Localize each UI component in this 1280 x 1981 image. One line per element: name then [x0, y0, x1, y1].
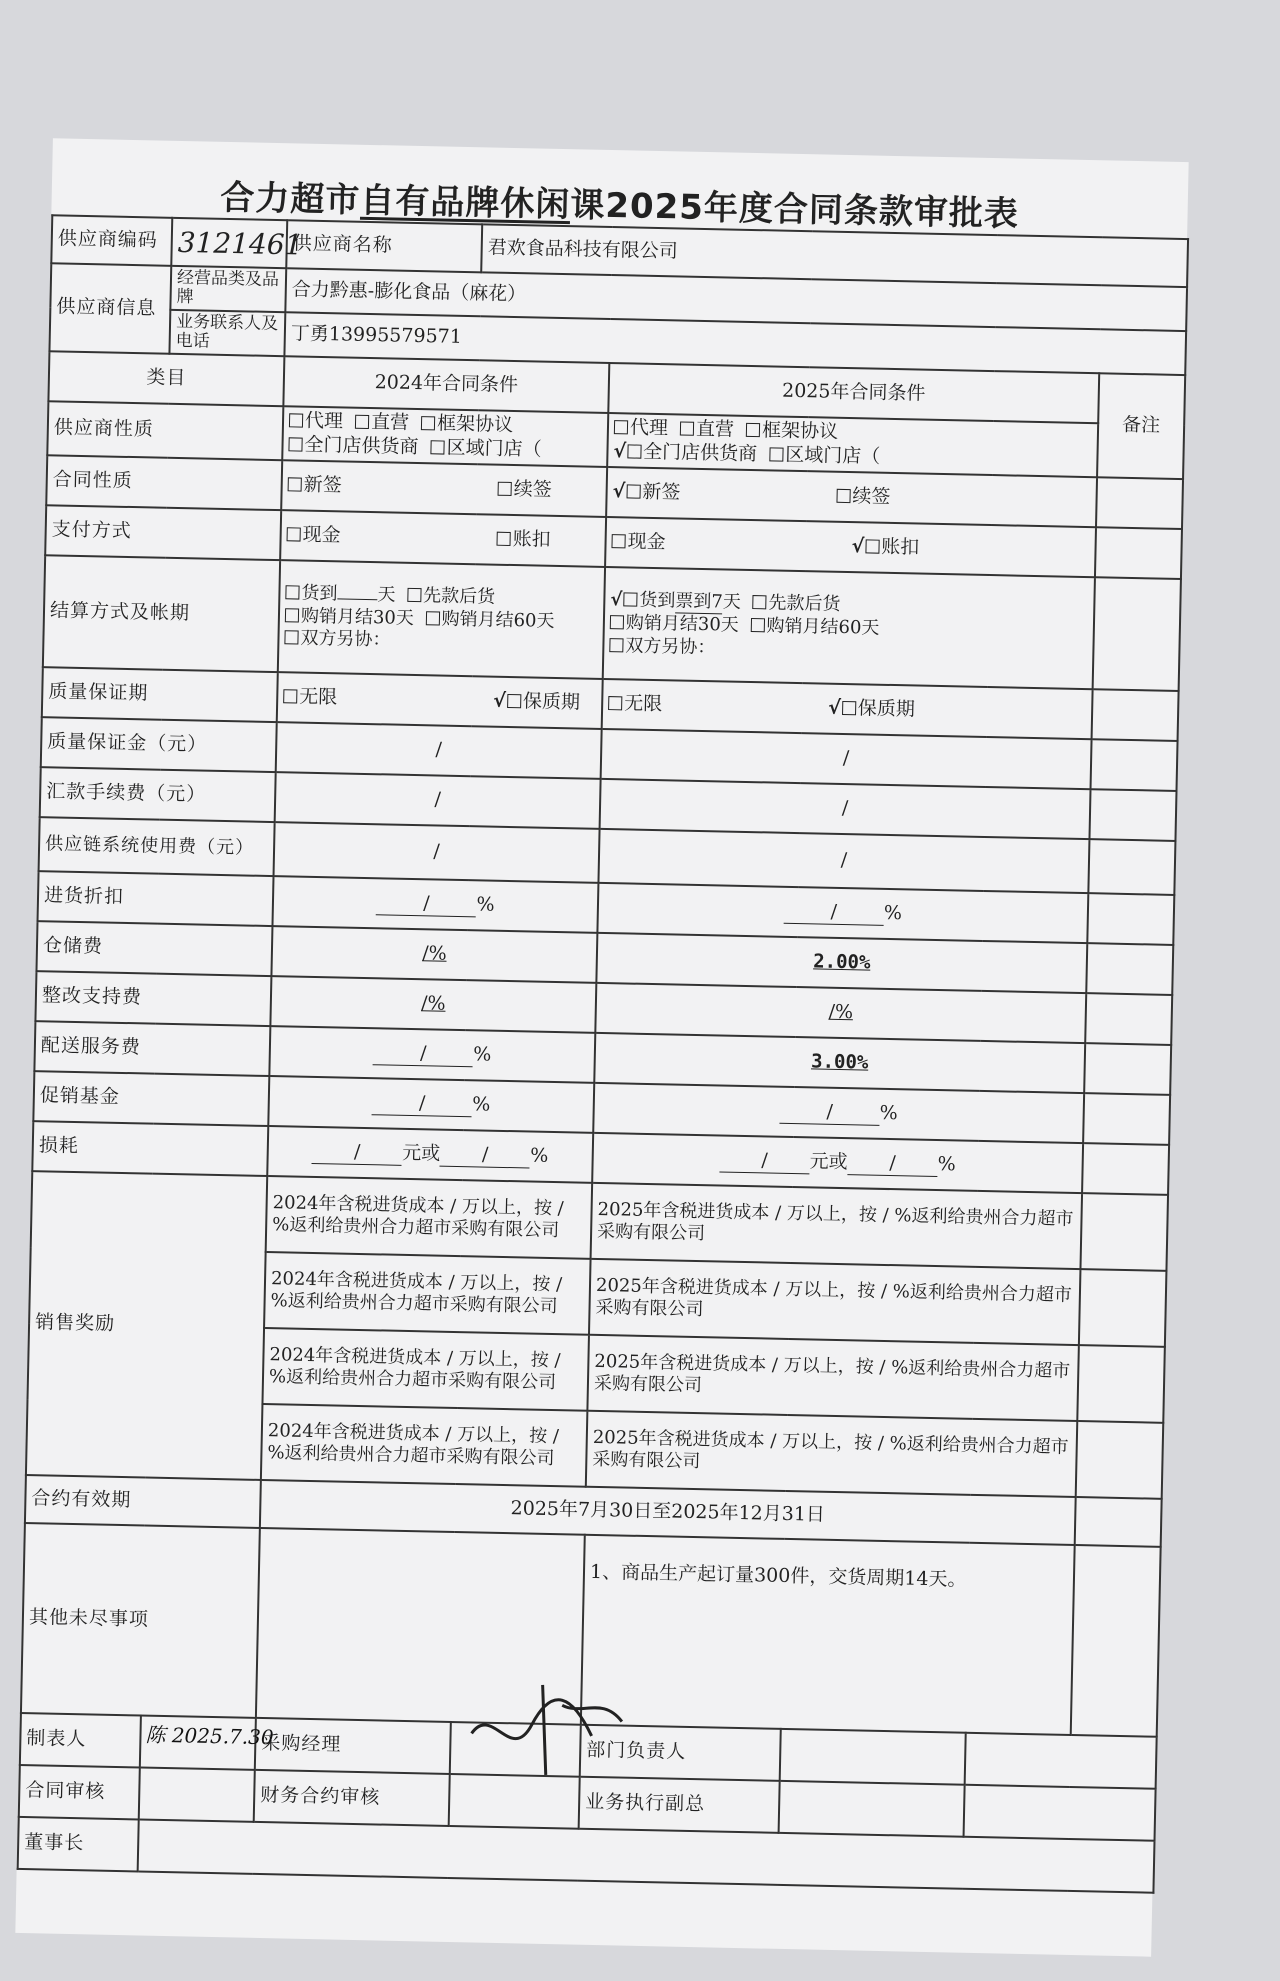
empty-cell [965, 1733, 1157, 1789]
reward-2024-tier2: 2024年含税进货成本 / 万以上，按 / %返利给贵州合力超市采购有限公司 [264, 1252, 591, 1335]
storage-label: 仓储费 [36, 921, 272, 976]
delivery-2025: 3.00% [594, 1033, 1085, 1093]
checkbox-icon[interactable] [614, 420, 628, 434]
checkbox-icon[interactable] [289, 414, 303, 428]
remarks-cell [1082, 1143, 1169, 1195]
payment-2025: 现金 √ 账扣 [605, 517, 1096, 577]
loss-2024: / 元或 / % [267, 1126, 593, 1183]
remarks-cell [1088, 839, 1175, 895]
dept-head-label: 部门负责人 [580, 1725, 781, 1781]
discount-2024: / % [272, 876, 598, 933]
delivery-2024: / % [269, 1026, 595, 1083]
quality-2024: 无限 √ 保质期 [277, 672, 603, 729]
deposit-2024: / [276, 722, 602, 779]
remit-2024: / [275, 772, 601, 829]
contract-2024: 新签 续签 [281, 460, 607, 517]
storage-2025: 2.00% [596, 933, 1087, 993]
scm-2024: / [274, 822, 600, 883]
buyer-mgr-scribble [451, 1673, 633, 1787]
remarks-cell [1096, 477, 1183, 529]
rectify-label: 整改支持费 [35, 971, 271, 1026]
nature-2024: 代理 直营 框架协议 全门店供货商 区域门店（ [282, 406, 608, 467]
remarks-cell [1084, 1043, 1171, 1095]
contract-review-label: 合同审核 [19, 1765, 140, 1820]
reward-2025-tier2: 2025年含税进货成本 / 万以上，按 / %返利给贵州合力超市采购有限公司 [589, 1259, 1080, 1345]
header-2024: 2024年合同条件 [283, 356, 609, 413]
settle-2025: √ 货到票到7天 先款后货 购销月结30天 购销月结60天 双方另协： [603, 567, 1095, 689]
checkbox-icon[interactable] [611, 534, 625, 548]
supplier-code-label: 供应商编码 [51, 215, 172, 266]
validity-label: 合约有效期 [25, 1475, 261, 1528]
loss-label: 损耗 [32, 1121, 268, 1176]
tick-icon: √ [612, 480, 626, 503]
header-2025: 2025年合同条件 [608, 363, 1099, 423]
validity-value: 2025年7月30日至2025年12月31日 [260, 1480, 1076, 1545]
discount-label: 进货折扣 [38, 871, 274, 926]
remarks-cell [1091, 739, 1178, 791]
dept-head-signature [780, 1729, 966, 1785]
remarks-header: 备注 [1097, 373, 1185, 479]
checkbox-icon[interactable] [287, 527, 301, 541]
checkbox-icon[interactable] [288, 477, 302, 491]
checkbox-icon[interactable] [507, 694, 521, 708]
remarks-cell [1080, 1193, 1168, 1271]
remarks-cell [1075, 1497, 1162, 1547]
buyer-mgr-label: 采购经理 [255, 1718, 451, 1774]
contact-value: 丁勇13995579571 [284, 312, 1186, 375]
checkbox-icon[interactable] [610, 615, 624, 629]
maker-label: 制表人 [20, 1713, 141, 1768]
checkbox-icon[interactable] [608, 696, 622, 710]
checkbox-icon[interactable] [285, 608, 299, 622]
maker-signature: 陈 2025.7.30 [145, 1722, 274, 1750]
supplier-code-value: 3121461 [177, 225, 303, 262]
tick-icon: √ [610, 588, 623, 611]
checkbox-icon[interactable] [284, 631, 298, 645]
quality-label: 质量保证期 [42, 667, 278, 722]
checkbox-icon[interactable] [769, 447, 783, 461]
finance-review-label: 财务合约审核 [254, 1770, 450, 1826]
buyer-mgr-signature [450, 1722, 581, 1777]
remarks-cell [1079, 1269, 1167, 1347]
remarks-cell [1089, 789, 1176, 841]
remarks-cell [1077, 1345, 1165, 1423]
checkbox-icon[interactable] [430, 440, 444, 454]
tick-icon: √ [493, 689, 507, 713]
checkbox-icon[interactable] [425, 611, 439, 625]
reward-label: 销售奖励 [26, 1171, 267, 1480]
rectify-2025: /% [595, 983, 1086, 1043]
checkbox-icon[interactable] [498, 482, 512, 496]
category-header: 类目 [48, 351, 284, 406]
title-category: 自有品牌休闲 [359, 180, 571, 226]
tick-icon: √ [827, 696, 842, 720]
checkbox-icon[interactable] [283, 689, 297, 703]
settle-label: 结算方式及帐期 [43, 555, 280, 672]
checkbox-icon[interactable] [752, 595, 766, 609]
deposit-2025: / [601, 729, 1092, 789]
checkbox-icon[interactable] [421, 416, 435, 430]
checkbox-icon[interactable] [627, 444, 641, 458]
remarks-cell [1093, 577, 1181, 691]
tick-icon: √ [613, 440, 627, 463]
remit-2025: / [600, 779, 1091, 839]
maker-signature-cell [140, 1715, 274, 1769]
remarks-cell [1095, 527, 1182, 579]
remarks-cell [1076, 1421, 1164, 1499]
reward-2025-tier1: 2025年含税进货成本 / 万以上，按 / %返利给贵州合力超市采购有限公司 [591, 1183, 1082, 1269]
tick-icon: √ [851, 535, 865, 558]
title-rest: 课2025年度合同条款审批表 [569, 185, 1020, 235]
nature-2025: 代理 直营 框架协议 √ 全门店供货商 区域门店（ [607, 413, 1098, 477]
payment-2024: 现金 账扣 [280, 510, 606, 567]
checkbox-icon[interactable] [842, 701, 856, 715]
checkbox-icon[interactable] [609, 638, 623, 652]
payment-label: 支付方式 [45, 505, 281, 560]
promo-2025: / % [593, 1083, 1084, 1143]
checkbox-icon[interactable] [285, 586, 299, 600]
contract-label: 合同性质 [46, 455, 282, 510]
checkbox-icon[interactable] [626, 485, 640, 499]
reward-2024-tier3: 2024年含税进货成本 / 万以上，按 / %返利给贵州合力超市采购有限公司 [262, 1328, 589, 1411]
other-label: 其他未尽事项 [21, 1523, 260, 1718]
promo-2024: / % [268, 1076, 594, 1133]
remarks-cell [1085, 993, 1172, 1045]
remarks-cell [1086, 943, 1173, 995]
checkbox-icon[interactable] [865, 540, 879, 554]
title-company: 合力超市 [219, 177, 361, 221]
contract-2025: √ 新签 续签 [606, 467, 1097, 527]
supplier-name-label: 供应商名称 [286, 220, 482, 272]
contact-label: 业务联系人及电话 [169, 310, 285, 356]
reward-2024-tier4: 2024年含税进货成本 / 万以上，按 / %返利给贵州合力超市采购有限公司 [261, 1404, 588, 1487]
loss-2025: / 元或 / % [592, 1133, 1083, 1193]
nature-label: 供应商性质 [47, 401, 283, 460]
checkbox-icon[interactable] [288, 437, 302, 451]
storage-2024: /% [271, 926, 597, 983]
quality-2025: 无限 √ 保质期 [602, 679, 1093, 739]
promo-label: 促销基金 [33, 1071, 269, 1126]
checkbox-icon[interactable] [407, 588, 421, 602]
discount-2025: / % [597, 883, 1088, 943]
scm-2025: / [598, 829, 1089, 893]
remarks-cell [1087, 893, 1174, 945]
vp-label: 业务执行副总 [579, 1777, 780, 1833]
supplier-name-value: 君欢食品科技有限公司 [481, 224, 1188, 287]
deposit-label: 质量保证金（元） [41, 717, 277, 772]
checkbox-icon[interactable] [623, 592, 637, 606]
brand-value: 合力黔惠-膨化食品（麻花） [285, 268, 1187, 331]
checkbox-icon[interactable] [355, 415, 369, 429]
checkbox-icon[interactable] [497, 532, 511, 546]
checkbox-icon[interactable] [746, 423, 760, 437]
reward-2025-tier3: 2025年含税进货成本 / 万以上，按 / %返利给贵州合力超市采购有限公司 [587, 1335, 1078, 1421]
contract-review-signature [139, 1767, 255, 1821]
checkbox-icon[interactable] [680, 422, 694, 436]
invoice-days: 票到7 [675, 590, 723, 614]
remarks-cell [1071, 1545, 1161, 1737]
rectify-2024: /% [270, 976, 596, 1033]
checkbox-icon[interactable] [836, 489, 850, 503]
empty-cell [964, 1785, 1156, 1841]
vp-signature [779, 1781, 965, 1837]
remarks-cell [1083, 1093, 1170, 1145]
settle-2024: 货到 天 先款后货 购销月结30天 购销月结60天 双方另协： [278, 560, 605, 679]
remit-label: 汇款手续费（元） [40, 767, 276, 822]
remarks-cell [1092, 689, 1179, 741]
reward-2025-tier4: 2025年含税进货成本 / 万以上，按 / %返利给贵州合力超市采购有限公司 [586, 1411, 1077, 1497]
brand-label: 经营品类及品牌 [170, 266, 286, 312]
approval-table [17, 214, 1189, 1893]
supplier-info-label: 供应商信息 [49, 263, 171, 353]
scm-label: 供应链系统使用费（元） [39, 817, 275, 876]
approval-form-sheet [15, 138, 1188, 1956]
chairman-label: 董事长 [18, 1817, 139, 1872]
reward-2024-tier1: 2024年含税进货成本 / 万以上，按 / %返利给贵州合力超市采购有限公司 [266, 1176, 593, 1259]
delivery-label: 配送服务费 [34, 1021, 270, 1076]
checkbox-icon[interactable] [750, 618, 764, 632]
other-2025: 1、商品生产起订量300件，交货周期14天。 [581, 1535, 1075, 1735]
